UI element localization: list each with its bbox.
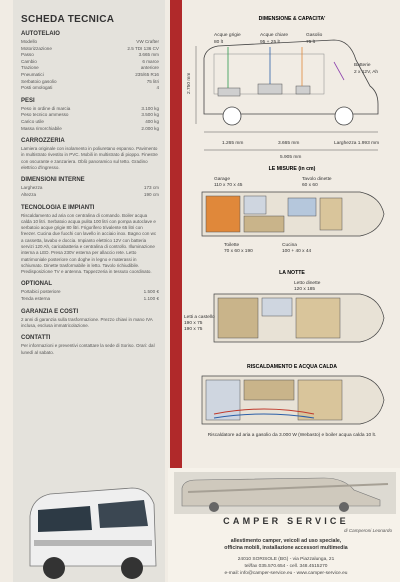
spec-value: anteriore: [140, 65, 159, 71]
decorative-red-strip: [170, 0, 182, 470]
spec-row: [21, 126, 159, 133]
floorplan-diagrams: [184, 0, 400, 470]
spec-row: [21, 39, 159, 46]
spec-value: 3.100 kg: [141, 105, 159, 111]
value-toilette: 70 x 60 x 190: [224, 249, 253, 254]
label-garage: Garage: [214, 177, 230, 182]
dim-total-length: 5.905 mm: [280, 155, 302, 160]
brand-subtitle: di Camperoni Leonardo: [343, 528, 392, 533]
spec-row: [21, 192, 159, 199]
spec-value: 3.500 kg: [141, 112, 159, 118]
spec-key: Serbatoio gasolio: [21, 78, 57, 84]
spec-paragraph: Per informazioni e preventivi contattare la sede di Soriso. Orari: dal lunedì al sabato.: [21, 343, 155, 355]
spec-paragraph: 2 anni di garanzia sulla trasformazione. Prezzo chiavi in mano IVA inclusa, esclusa immatricolazione.: [21, 316, 153, 328]
spec-key: Trazione: [21, 65, 39, 71]
spec-row: [21, 106, 159, 113]
spec-key: Tenda esterna: [21, 296, 51, 302]
spec-paragraph: Lamiera originale con isolamento in poliuretano espanso. Pavimento in multistrato rivestito in PVC. Mobili in multistrato di pioppo. Finestre con oscurante e zanzariera. Oblò panoramico sul tetto. Gradino elettrico d'ingresso.: [21, 146, 158, 171]
floorplan-night: [214, 294, 384, 342]
spec-key: Altezza: [21, 191, 37, 197]
capacity-callouts: [214, 32, 378, 88]
spec-key: Posti omologati: [21, 85, 53, 91]
spec-key: Carico utile: [21, 118, 44, 124]
spec-row: [21, 65, 159, 72]
spec-row: [21, 185, 159, 192]
spec-row: [21, 119, 159, 126]
company-footer: [168, 468, 400, 582]
spec-value: 173 cm: [143, 185, 159, 191]
address: 24010 SORISOLE (BG) - via Piazzalunga, 21: [237, 557, 335, 562]
spec-title: SCHEDA TECNICA: [21, 14, 115, 25]
spec-key: Peso in ordine di marcia: [21, 105, 71, 111]
misure-title: LE MISURE (in cm): [268, 166, 316, 172]
van-side-view: [204, 40, 378, 125]
spec-row: [21, 52, 159, 59]
spec-paragraph: Riscaldamento ad aria con centralina di comando. Boiler acqua calda 10 litri. Serbatoio acqua pulita 100 litri con pompa autoclave e serbatoio acque grigie 80 litri. Frigorifero trivalente 65 litri con freezer. Cucina due fuochi con lavello in acciaio inox. Bagno con wc a cassetta, lavabo e doccia. Impianto elettrico 12V con batteria servizi 120 Ah, caricabatteria e centralina di controllo. Illuminazione interna a LED. Presa 230V esterna per allaccio rete. Letto matrimoniale posteriore con doghe in legno e materassi in schiumato. Dinette trasformabile in letto. Tavolo richiudibile. Predisposizione TV e antenna. Tappezzeria in tessuto coordinato.: [21, 212, 157, 275]
label-acque-chiare: Acque chiare: [260, 33, 288, 38]
spec-key: Larghezza: [21, 185, 43, 191]
spec-row: [21, 112, 159, 119]
spec-value: 1.100 €: [143, 296, 159, 302]
spec-section-title: DIMENSIONI INTERNE: [21, 177, 85, 184]
value-letto-dinette: 120 x 185: [294, 287, 316, 292]
label-letti-castello: Letti a castello: [184, 315, 215, 320]
spec-key: Portabici posteriore: [21, 289, 61, 295]
spec-value: 4: [156, 85, 159, 91]
value-acque-grigie: 80 lt: [214, 40, 224, 45]
spec-value: 6 marce: [142, 58, 159, 64]
label-tavolo: Tavolo dinette: [302, 177, 332, 182]
spec-value: VW Crafter: [136, 39, 159, 44]
spec-value: 75 litri: [146, 78, 159, 84]
value-garage: 110 x 70 x 45: [214, 183, 243, 188]
spec-key: Modello: [21, 39, 38, 44]
spec-key: Pneumatici: [21, 71, 44, 77]
spec-value: 2.5 TDI 136 CV: [127, 45, 159, 51]
spec-value: 2.000 kg: [141, 125, 159, 131]
spec-section-title: GARANZIA E COSTI: [21, 308, 79, 315]
campervan-photo: [20, 470, 160, 582]
label-gasolio: Gasolio: [306, 33, 323, 38]
dim-front: 1.265 mm: [222, 141, 244, 146]
value-batterie: 2 x 12V, Ah: [354, 70, 379, 75]
dim-width: Larghezza 1.993 mm: [334, 141, 380, 146]
spec-value: 235/65 R16: [135, 71, 159, 77]
spec-section-title: CONTATTI: [21, 335, 51, 342]
phone-fax: tel/fax 035.570.654 - cell. 348.4515270: [244, 564, 328, 569]
value-cucina: 100 + 40 x 44: [282, 249, 312, 254]
spec-key: Cambio: [21, 58, 37, 64]
spec-section-title: TECNOLOGIA E IMPIANTI: [21, 204, 95, 211]
email-web[interactable]: e-mail: info@camper-service.eu - www.camper-service.eu: [224, 571, 348, 576]
value-letti-castello-2: 190 x 75: [184, 327, 203, 332]
value-gasolio: 75 lt: [306, 40, 316, 45]
spec-section-title: AUTOTELAIO: [21, 31, 60, 37]
logo-band-image: [174, 472, 396, 514]
spec-section-title: PESI: [21, 97, 35, 104]
tagline-1: allestimento camper, veicoli ad uso speciale,: [230, 538, 342, 544]
label-letto-dinette: Letto dinette: [294, 281, 321, 286]
spec-key: Passo: [21, 52, 34, 58]
spec-key: Peso tecnico ammesso: [21, 112, 69, 118]
spec-key: Motorizzazione: [21, 45, 52, 51]
riscald-title: RISCALDAMENTO E ACQUA CALDA: [246, 364, 338, 370]
label-acque-grigie: Acque grigie: [214, 33, 241, 38]
spec-row: [21, 72, 159, 79]
floorplan-day: [202, 192, 384, 236]
spec-row: [21, 79, 159, 86]
notte-title: LA NOTTE: [279, 270, 305, 276]
spec-value: 1.500 €: [143, 289, 159, 295]
dimension-lines: [186, 46, 379, 160]
floorplan-heating: [202, 376, 384, 424]
tagline-2: officina mobili, installazione accessori multimedia: [224, 545, 348, 551]
dim-height: 2.750 mm: [187, 72, 192, 94]
spec-section-title: CARROZZERIA: [21, 138, 65, 145]
spec-key: Massa rimorchiabile: [21, 125, 62, 131]
dim-wheelbase: 3.665 mm: [278, 141, 300, 146]
spec-section-title: OPTIONAL: [21, 281, 52, 288]
value-acque-chiare: 95 + 25 lt: [260, 40, 280, 45]
spec-row: [21, 289, 159, 296]
value-letti-castello-1: 190 x 75: [184, 321, 203, 326]
value-tavolo: 60 x 60: [302, 183, 318, 188]
spec-value: 3.665 mm: [138, 52, 159, 58]
spec-value: 400 kg: [145, 118, 159, 124]
label-cucina: Cucina: [282, 243, 297, 248]
spec-value: 190 cm: [143, 191, 159, 197]
spec-row: [21, 85, 159, 92]
dim-title: DIMENSIONE & CAPACITA': [258, 16, 326, 22]
brand-name: CAMPER SERVICE: [223, 516, 349, 526]
riscald-note: Riscaldatore ad aria a gasolio da 3.000 W (Webasto) e boiler acqua calda 10 lt.: [207, 433, 377, 438]
spec-row: [21, 59, 159, 66]
spec-row: [21, 46, 159, 53]
label-toilette: Toilette: [224, 243, 240, 248]
label-batterie: Batterie: [354, 63, 371, 68]
spec-row: [21, 296, 159, 303]
campervan-illustration: [174, 472, 396, 514]
